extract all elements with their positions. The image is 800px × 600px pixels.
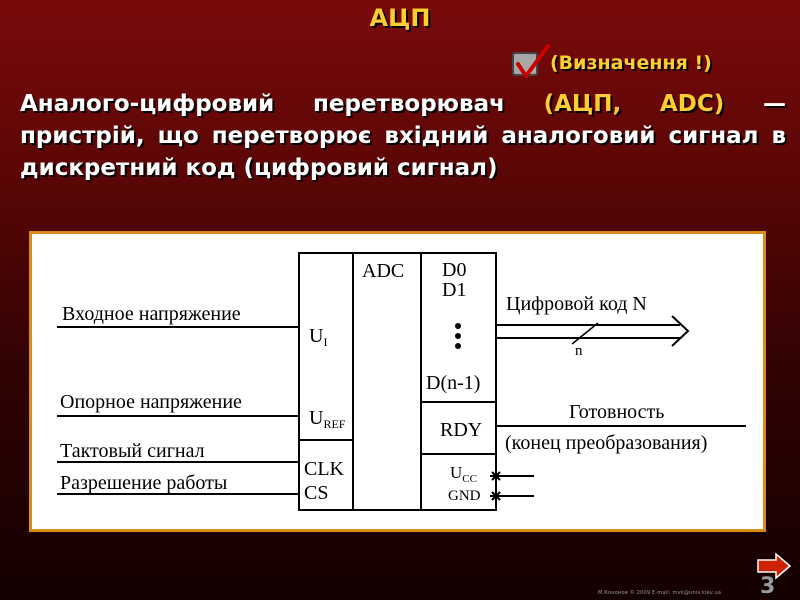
- reference-voltage-label: Опорное напряжение: [60, 391, 242, 413]
- pin-u-ref: $U_{REF}$: [309, 407, 346, 431]
- pin-d1: D1: [442, 279, 467, 301]
- footer-credits: М.Кононов © 2009 E-mail: mvk@univ.kiev.ua: [598, 590, 722, 596]
- pin-clk: CLK: [304, 458, 344, 480]
- enable-label: Разрешение работы: [60, 472, 228, 494]
- bus-arrow: [672, 316, 688, 346]
- pin-ucc: $U_{CC}$: [450, 463, 477, 485]
- definition-paragraph: [20, 88, 786, 184]
- pin-gnd: GND: [448, 488, 481, 504]
- pin-cs: CS: [304, 482, 329, 504]
- page-number: 3: [760, 574, 776, 599]
- term-abbreviation: (АЦП, ADC): [543, 91, 725, 117]
- pin-rdy: RDY: [440, 419, 483, 441]
- digital-code-label: Цифровой код N: [506, 293, 647, 315]
- term-text: Аналого-цифровий перетворювач: [20, 91, 505, 117]
- adc-diagram: [29, 231, 766, 532]
- input-voltage-label: Входное напряжение: [62, 303, 241, 325]
- definition-text: — пристрій, що перетворює вхідний аналоговий сигнал в дискретний код (цифровий сигнал): [20, 91, 786, 181]
- clock-signal-label: Тактовый сигнал: [60, 440, 205, 462]
- adc-label: ADC: [362, 260, 405, 282]
- pin-d0: D0: [442, 259, 467, 281]
- slide-title: АЦП: [369, 4, 431, 32]
- ready-note-label: (конец преобразования): [505, 432, 708, 454]
- ready-label: Готовность: [569, 401, 665, 423]
- definition-label: (Визначення !): [550, 52, 712, 74]
- pin-dn: D(n-1): [426, 372, 481, 394]
- bus-width-label: n: [575, 343, 583, 359]
- pin-u-input: $U_I$: [309, 325, 328, 349]
- definition-checkbox: [512, 52, 538, 76]
- adc-block-diagram: [32, 234, 763, 529]
